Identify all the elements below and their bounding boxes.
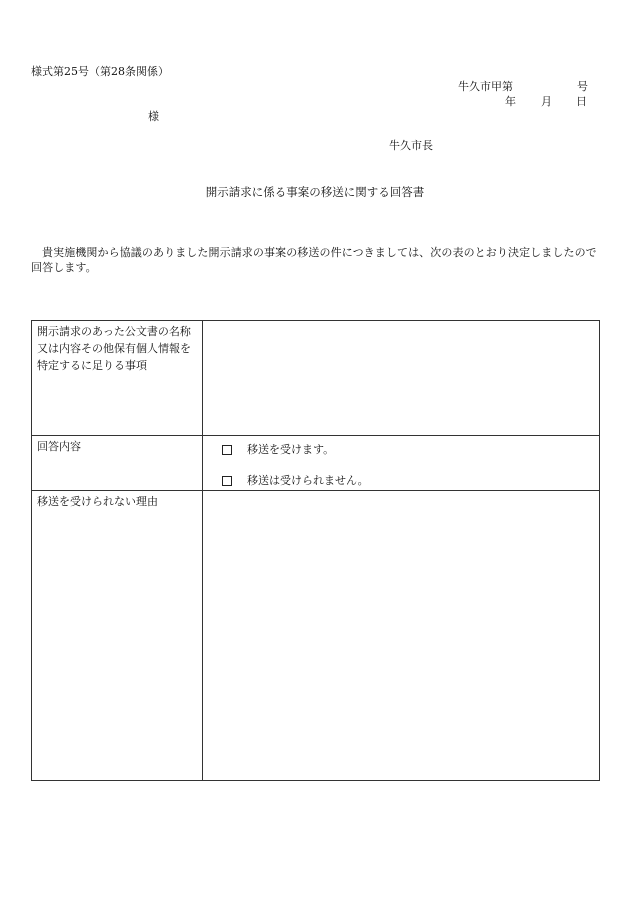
option-decline[interactable] [222, 473, 594, 488]
option-accept-label: 移送を受けます。 [247, 443, 335, 456]
form-number: 様式第25号（第28条関係） [31, 65, 169, 78]
document-title: 開示請求に係る事案の移送に関する回答書 [205, 185, 425, 199]
addressee-suffix: 様 [148, 110, 159, 123]
table-row [32, 321, 600, 436]
row-label-response: 回答内容 [32, 436, 203, 491]
sender-name: 牛久市長 [389, 139, 433, 152]
row-value-document-info[interactable] [203, 321, 600, 436]
checkbox-icon[interactable] [222, 476, 232, 486]
body-text: 貴実施機関から協議のありました開示請求の事案の移送の件につきましては、次の表のとおり決定しましたので回答します。 [31, 246, 597, 274]
table-row [32, 436, 600, 491]
document-number-suffix: 号 [577, 80, 588, 93]
date-year-label: 年 [505, 95, 516, 108]
option-accept[interactable] [222, 442, 594, 457]
option-decline-label: 移送は受けられません。 [247, 474, 369, 487]
checkbox-icon[interactable] [222, 445, 232, 455]
row-value-reason[interactable] [203, 491, 600, 781]
table-row [32, 491, 600, 781]
row-value-response [203, 436, 600, 491]
row-label-document-info: 開示請求のあった公文書の名称又は内容その他保有個人情報を特定するに足りる事項 [32, 321, 203, 436]
date-month-label: 月 [541, 95, 552, 108]
row-label-reason: 移送を受けられない理由 [32, 491, 203, 781]
document-number-label: 牛久市甲第 [458, 80, 513, 93]
form-table [31, 320, 600, 781]
date-day-label: 日 [576, 95, 587, 108]
